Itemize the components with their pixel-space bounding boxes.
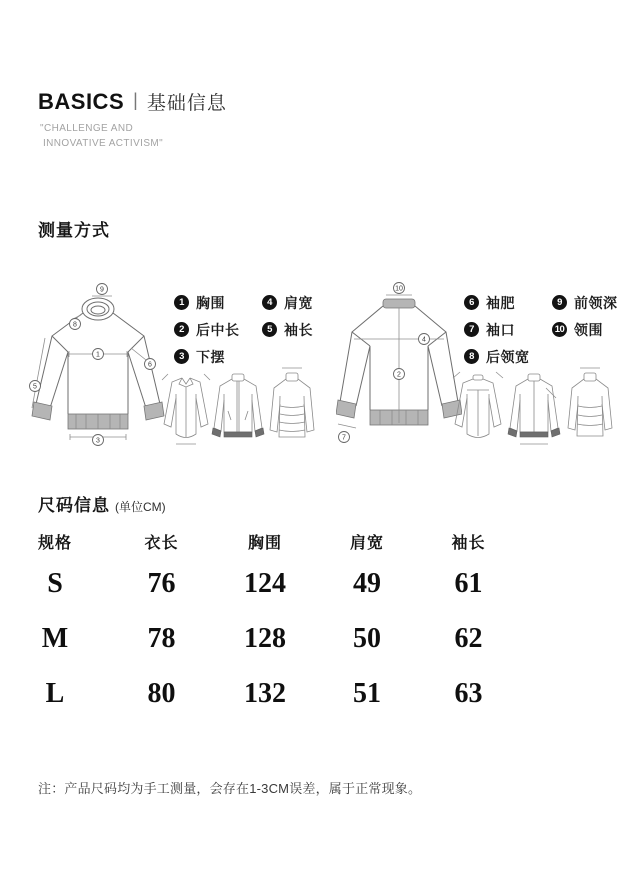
size-table (0, 526, 524, 721)
svg-text:10: 10 (395, 285, 403, 293)
legend-item-front-collar-depth: 9 前领深 (552, 294, 618, 311)
value-chest: 124 (244, 567, 286, 599)
page-header (38, 88, 227, 115)
size-info-header (38, 491, 166, 516)
value-chest: 132 (244, 677, 286, 709)
garment-back-diagram (336, 282, 462, 450)
value-sleeve: 62 (454, 622, 483, 654)
circled-5-icon: 5 (262, 322, 277, 337)
circled-1-icon: 1 (174, 295, 189, 310)
legend-item-sleeve-length: 5 袖长 (262, 321, 313, 338)
svg-text:9: 9 (100, 286, 104, 294)
svg-text:5: 5 (33, 383, 37, 391)
legend-item-hem: 3 下摆 (174, 348, 262, 365)
circled-4-icon: 4 (262, 295, 277, 310)
small-garments-front (158, 364, 318, 452)
value-length: 78 (147, 622, 176, 654)
value-shoulder: 51 (353, 677, 381, 709)
value-sleeve: 63 (454, 677, 483, 709)
size-label: S (47, 567, 63, 599)
garment-front-diagram (28, 282, 168, 450)
circled-9-icon: 9 (552, 295, 567, 310)
value-length: 76 (147, 567, 176, 599)
table-row-m (0, 611, 524, 666)
measurement-heading: 测量方式 (38, 221, 110, 240)
size-unit-label: (单位CM) (115, 500, 166, 514)
legend-item-collar-girth: 10 领围 (552, 321, 618, 338)
table-row-s (0, 556, 524, 611)
slogan-line-2: INNOVATIVE ACTIVISM" (43, 138, 164, 149)
legend-item-sleeve-width: 6 袖肥 (464, 294, 552, 311)
value-shoulder: 50 (353, 622, 381, 654)
legend-item-back-collar-width: 8 后领宽 (464, 348, 552, 365)
brand-slogan (40, 121, 163, 151)
page-title: 基础信息 (146, 93, 227, 114)
brand-title: BASICS (38, 88, 125, 114)
legend-item-shoulder: 4 肩宽 (262, 294, 313, 311)
circled-10-icon: 10 (552, 322, 567, 337)
table-row-l (0, 666, 524, 721)
col-header-chest: 胸围 (247, 534, 282, 552)
value-chest: 128 (244, 622, 286, 654)
size-table-header-row (0, 526, 524, 556)
svg-text:1: 1 (96, 351, 100, 359)
value-length: 80 (147, 677, 176, 709)
measurement-diagrams (0, 278, 640, 460)
circled-7-icon: 7 (464, 322, 479, 337)
col-header-shoulder: 肩宽 (349, 534, 384, 552)
col-header-spec: 规格 (37, 534, 72, 552)
legend-item-chest: 1 胸围 (174, 294, 262, 311)
slogan-line-1: "CHALLENGE AND (40, 123, 134, 134)
measurement-note: 注：产品尺码均为手工测量，会存在1-3CM误差，属于正常现象。 (38, 781, 422, 796)
legend-item-back-length: 2 后中长 (174, 321, 262, 338)
measure-legend-right (464, 294, 618, 375)
size-label: L (45, 677, 65, 709)
svg-text:8: 8 (73, 321, 77, 329)
col-header-length: 衣长 (144, 534, 179, 552)
circled-2-icon: 2 (174, 322, 189, 337)
value-sleeve: 61 (454, 567, 483, 599)
size-label: M (41, 622, 69, 654)
measure-legend-left (174, 294, 313, 375)
svg-text:7: 7 (342, 434, 346, 442)
small-garments-back (448, 364, 616, 452)
svg-text:2: 2 (397, 371, 401, 379)
title-separator: | (133, 90, 138, 110)
svg-text:4: 4 (422, 336, 426, 344)
circled-8-icon: 8 (464, 349, 479, 364)
svg-text:3: 3 (96, 437, 100, 445)
circled-3-icon: 3 (174, 349, 189, 364)
svg-text:6: 6 (148, 361, 152, 369)
circled-6-icon: 6 (464, 295, 479, 310)
size-info-heading: 尺码信息 (38, 496, 110, 515)
value-shoulder: 49 (353, 567, 381, 599)
col-header-sleeve: 袖长 (451, 534, 486, 552)
legend-item-cuff: 7 袖口 (464, 321, 552, 338)
